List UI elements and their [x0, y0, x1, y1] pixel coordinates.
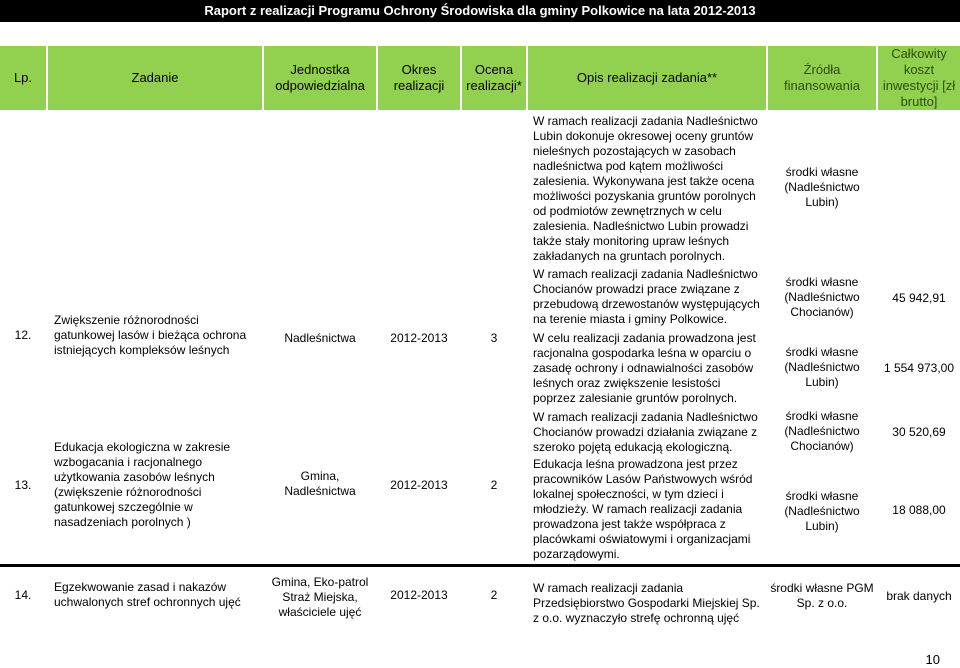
row-12-jednostka: Nadleśnictwa — [284, 330, 356, 345]
row-13-ocena: 2 — [490, 477, 498, 492]
report-title-banner: Raport z realizacji Programu Ochrony Środowiska dla gminy Polkowice na lata 2012-2013 — [0, 0, 960, 22]
row-12-zrodla-1: środki własne (Nadleśnictwo Lubin) — [784, 164, 860, 209]
page-number: 10 — [925, 652, 940, 667]
row-12-zrodla-2: środki własne (Nadleśnictwo Chocianów) — [784, 274, 860, 319]
row-14-koszt: brak danych — [886, 588, 952, 603]
header-lp: Lp. — [0, 46, 46, 110]
row-12-opis-2: W ramach realizacji zadania Nadleśnictwo Chocianów prowadzi prace związane z przebudową drzewostanów występujących na terenie miasta i gminy Polkowice. — [533, 267, 760, 326]
row-14-jednostka: Gmina, Eko-patrol Straż Miejska, właściciele ujęć — [271, 574, 369, 619]
header-ocena: Ocena realizacji* — [462, 46, 526, 110]
row-12-lp-label: 12. — [14, 327, 32, 342]
row-13-zrodla-2: środki własne (Nadleśnictwo Chocianów) — [784, 408, 860, 453]
row-14-ocena: 2 — [490, 587, 498, 602]
header-zadanie: Zadanie — [48, 46, 262, 110]
row-13-zadanie: Edukacja ekologiczna w zakresie wzbogacania i racjonalnego użytkowania zasobów leśnych (zwiększenie różnorodności gatunkowej szczególnie w nasadzeniach porolnych ) — [54, 440, 231, 529]
row-13-koszt-1: 1 554 973,00 — [883, 360, 955, 375]
row-14-zadanie: Egzekwowanie zasad i nakazów uchwalonych stref ochronnych ujęć — [54, 580, 241, 609]
row-13-opis-3: Edukacja leśna prowadzona jest przez pracowników Lasów Państwowych wśród lokalnej społeczności, w tym dzieci i młodzieży. W ramach realizacji zadania prowadzona jest także współpraca z placówkami oświatowymi i organizacjami pozarządowymi. — [533, 456, 753, 561]
row-12-zadanie: Zwiększenie różnorodności gatunkowej lasów i bieżąca ochrona istniejących kompleksów leśnych — [54, 312, 247, 357]
row-12-koszt: 45 942,91 — [892, 290, 946, 305]
row-13-zrodla-3: środki własne (Nadleśnictwo Lubin) — [784, 488, 860, 533]
row-12-okres: 2012-2013 — [390, 330, 448, 345]
row-13-jednostka: Gmina, Nadleśnictwa — [284, 469, 356, 498]
row-13-opis-1: W celu realizacji zadania prowadzona jest racjonalna gospodarka leśna w oparciu o zasadę ochrony i odnawialności zasobów leśnych oraz zwiększenie lesistości poprzez zalesianie gruntów porolnych. — [533, 330, 756, 405]
header-okres: Okres realizacji — [378, 46, 460, 110]
row-12-opis-1: W ramach realizacji zadania Nadleśnictwo Lubin dokonuje okresowej oceny gruntów nieleśnych pozostających w zasobach nadleśnictwa pod kątem możliwości zalesienia. Wykonywana jest także ocena możliwości pozyskania gruntów porolnych od podmiotów zewnętrznych w celu zalesienia. Nadleśnictwo Lubin prowadzi także stały monitoring upraw leśnych zakładanych na gruntach porolnych. — [533, 114, 758, 263]
row-13-zrodla-1: środki własne (Nadleśnictwo Lubin) — [784, 344, 860, 389]
row-13-koszt-2: 30 520,69 — [892, 424, 946, 439]
row-12-ocena: 3 — [490, 330, 498, 345]
header-jednostka: Jednostka odpowiedzialna — [264, 46, 376, 110]
row-13-lp-label: 13. — [14, 477, 32, 492]
top-margin — [0, 22, 960, 46]
row-14-okres: 2012-2013 — [390, 587, 448, 602]
row-13-opis-2: W ramach realizacji zadania Nadleśnictwo Chocianów prowadzi działania związane z szeroko pojętą edukacją ekologiczną. — [533, 409, 758, 454]
row-14-lp: 14. — [14, 587, 32, 602]
row-separator — [0, 564, 960, 567]
row-14-zrodla: środki własne PGM Sp. z o.o. — [770, 581, 874, 610]
row-14-opis: W ramach realizacji zadania Przedsiębiorstwo Gospodarki Miejskiej Sp. z o.o. wyznaczyło strefę ochronną ujęć — [533, 580, 760, 625]
row-13-koszt-3: 18 088,00 — [892, 502, 946, 517]
header-zrodla: Źródła finansowania — [768, 46, 876, 110]
row-13-okres: 2012-2013 — [390, 477, 448, 492]
header-koszt: Całkowity koszt inwestycji [zł brutto] — [878, 46, 960, 110]
header-opis: Opis realizacji zadania** — [528, 46, 766, 110]
